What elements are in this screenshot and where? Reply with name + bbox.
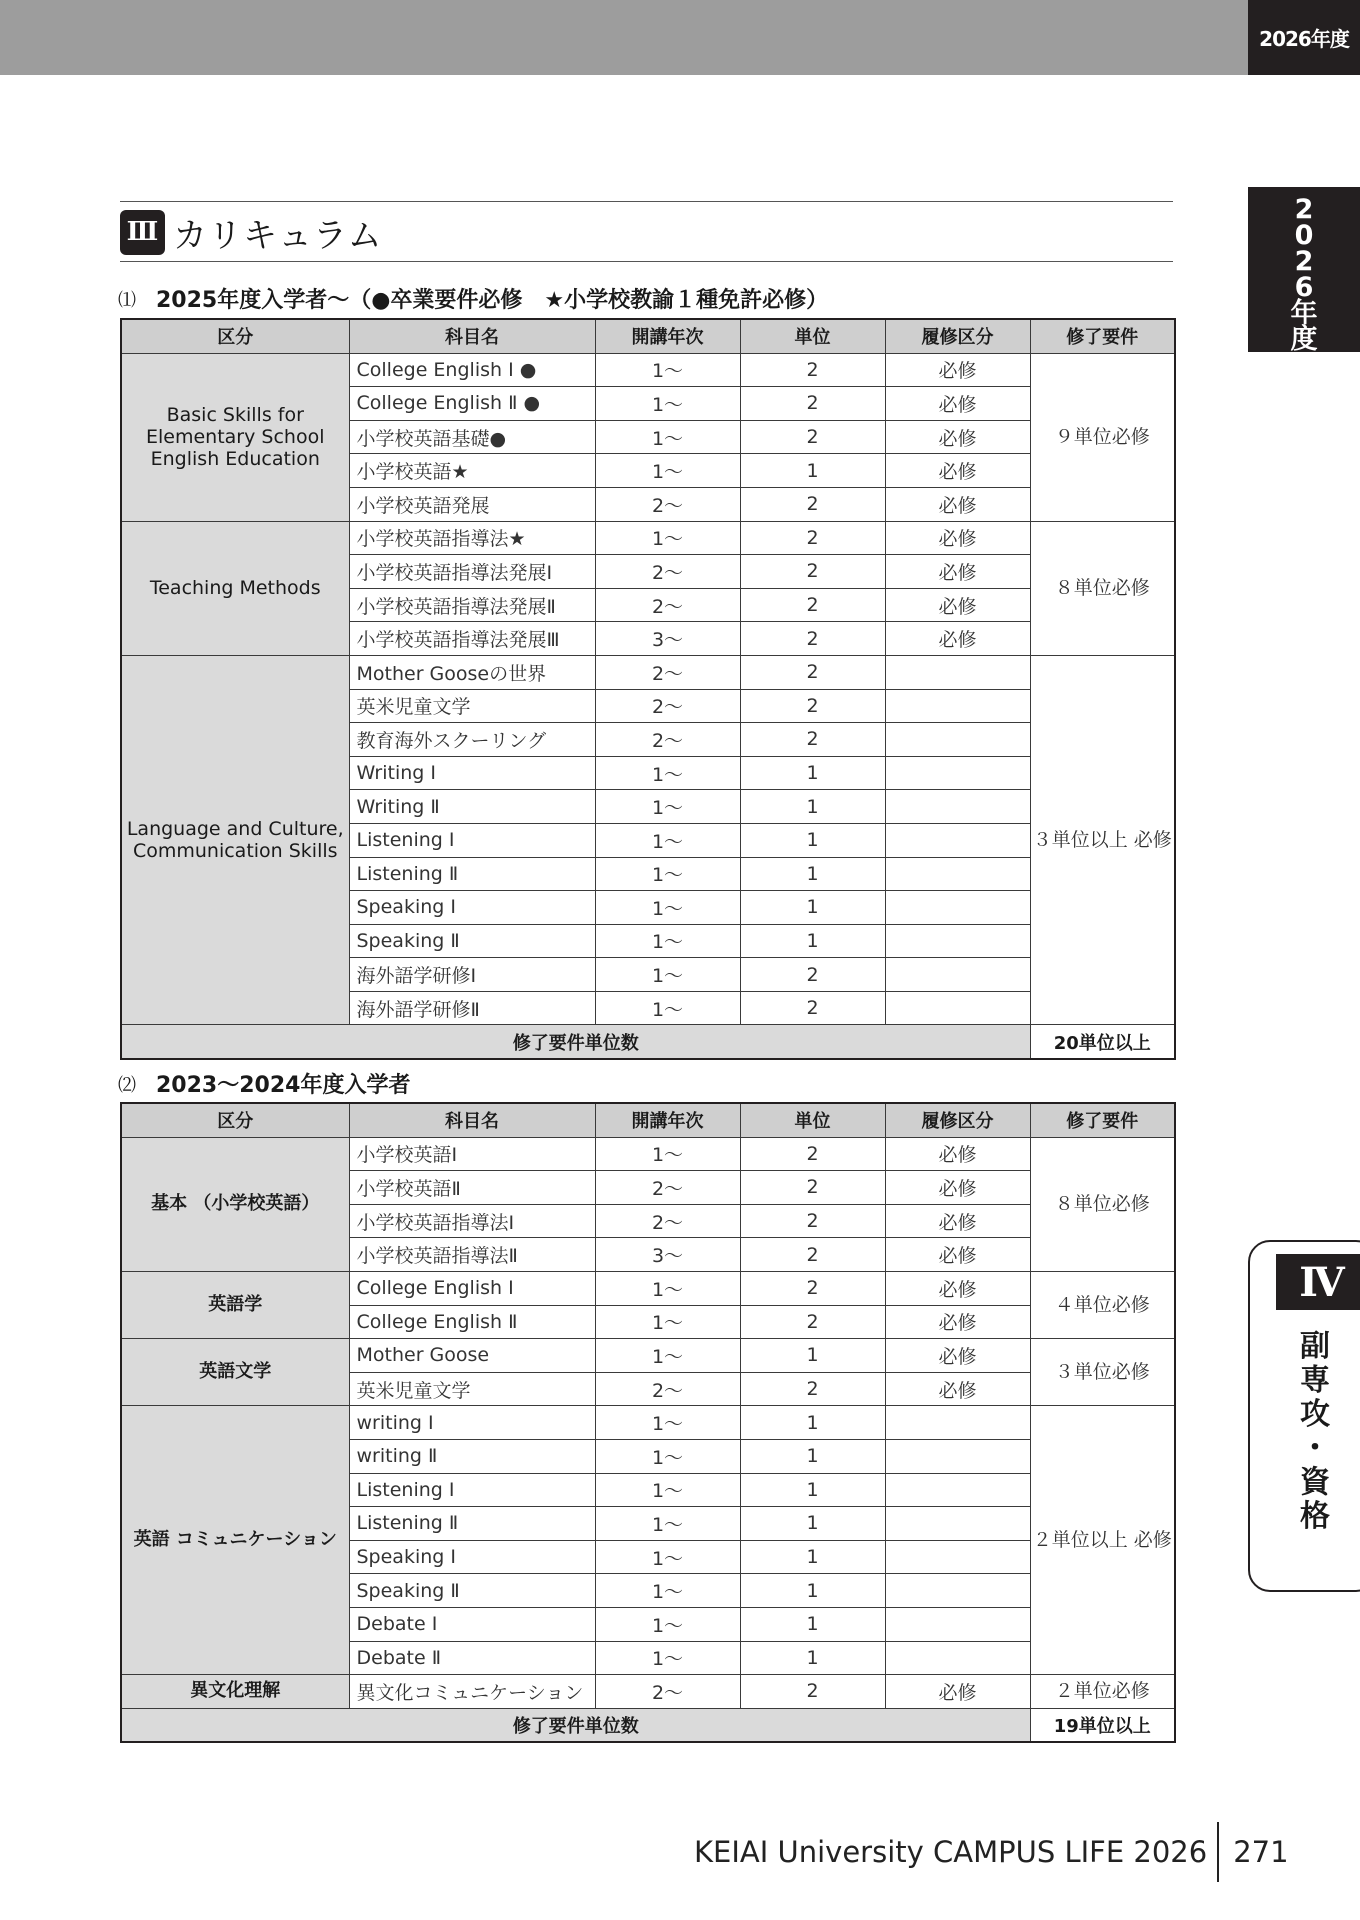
footer-separator: [1217, 1822, 1219, 1882]
page-footer: [694, 1832, 1289, 1872]
completion-requirement-cell: ２単位必修: [1030, 1675, 1175, 1709]
completion-requirement-cell: ２単位以上 必修: [1030, 1406, 1175, 1675]
subject-name-cell: Debate Ⅰ: [349, 1607, 595, 1641]
year-cell: 1〜: [595, 924, 740, 958]
footer-title: KEIAI University CAMPUS LIFE 2026: [694, 1835, 1208, 1869]
table1-title: 2025年度入学者〜（●卒業要件必修 ★小学校教諭１種免許必修）: [156, 288, 829, 313]
side-year-char: 度: [1290, 324, 1318, 355]
completion-requirement-cell: ３単位必修: [1030, 1339, 1175, 1406]
credit-cell: 2: [740, 723, 885, 757]
year-cell: 1〜: [595, 991, 740, 1025]
credit-cell: 1: [740, 891, 885, 925]
credit-cell: 1: [740, 1607, 885, 1641]
year-cell: 1〜: [595, 1641, 740, 1675]
table-row: [121, 1675, 1175, 1709]
year-cell: 1〜: [595, 1574, 740, 1608]
section-label-char: 格: [1300, 1499, 1330, 1534]
credit-cell: 2: [740, 1204, 885, 1238]
side-year-char: 6: [1294, 272, 1314, 303]
requirement-type-cell: 必修: [885, 487, 1030, 521]
credit-cell: 2: [740, 991, 885, 1025]
requirement-type-cell: 必修: [885, 1204, 1030, 1238]
total-label: 修了要件単位数: [121, 1025, 1030, 1059]
column-header: 修了要件: [1030, 1103, 1175, 1137]
year-cell: 2〜: [595, 655, 740, 689]
requirement-type-cell: 必修: [885, 387, 1030, 421]
credit-cell: 1: [740, 1339, 885, 1373]
subject-name-cell: Speaking Ⅰ: [349, 1540, 595, 1574]
year-cell: 2〜: [595, 1171, 740, 1205]
column-header: 履修区分: [885, 1103, 1030, 1137]
credit-cell: 1: [740, 1507, 885, 1541]
section-heading-title: カリキュラム: [173, 215, 383, 256]
subject-name-cell: 小学校英語基礎●: [349, 420, 595, 454]
side-section-tab[interactable]: [1248, 1240, 1360, 1592]
subject-name-cell: Debate Ⅱ: [349, 1641, 595, 1675]
total-label: 修了要件単位数: [121, 1708, 1030, 1742]
column-header: 区分: [121, 319, 349, 353]
requirement-type-cell: [885, 689, 1030, 723]
section-label-char: 副: [1300, 1329, 1330, 1364]
table-row: [121, 353, 1175, 387]
section-heading: [120, 208, 383, 256]
requirement-type-cell: 必修: [885, 622, 1030, 656]
column-header: 開講年次: [595, 319, 740, 353]
subject-name-cell: writing Ⅰ: [349, 1406, 595, 1440]
subject-name-cell: 小学校英語Ⅰ: [349, 1137, 595, 1171]
year-cell: 1〜: [595, 420, 740, 454]
table1-number: ⑴: [118, 289, 136, 311]
credit-cell: 1: [740, 1439, 885, 1473]
credit-cell: 1: [740, 857, 885, 891]
credit-cell: 2: [740, 387, 885, 421]
year-cell: 1〜: [595, 387, 740, 421]
total-value: 20単位以上: [1030, 1025, 1175, 1059]
subject-name-cell: 小学校英語指導法発展Ⅰ: [349, 555, 595, 589]
requirement-type-cell: [885, 958, 1030, 992]
requirement-type-cell: 必修: [885, 420, 1030, 454]
subject-name-cell: Mother Goose: [349, 1339, 595, 1373]
subject-name-cell: 海外語学研修Ⅰ: [349, 958, 595, 992]
year-cell: 1〜: [595, 1607, 740, 1641]
category-cell: 英語 コミュニケーション: [121, 1406, 349, 1675]
credit-cell: 2: [740, 1238, 885, 1272]
credit-cell: 1: [740, 1574, 885, 1608]
subject-name-cell: 英米児童文学: [349, 689, 595, 723]
completion-requirement-cell: ９単位必修: [1030, 353, 1175, 521]
year-cell: 1〜: [595, 521, 740, 555]
subject-name-cell: Speaking Ⅱ: [349, 924, 595, 958]
requirement-type-cell: 必修: [885, 555, 1030, 589]
column-header: 単位: [740, 319, 885, 353]
subject-name-cell: Listening Ⅰ: [349, 823, 595, 857]
subject-name-cell: Speaking Ⅰ: [349, 891, 595, 925]
subject-name-cell: Mother Gooseの世界: [349, 655, 595, 689]
requirement-type-cell: 必修: [885, 1137, 1030, 1171]
year-cell: 1〜: [595, 1540, 740, 1574]
section-label-char: ・: [1300, 1431, 1330, 1466]
credit-cell: 2: [740, 655, 885, 689]
requirement-type-cell: [885, 823, 1030, 857]
side-year-char: 年: [1290, 298, 1318, 329]
credit-cell: 2: [740, 588, 885, 622]
heading-rule-top: [120, 201, 1173, 202]
column-header: 区分: [121, 1103, 349, 1137]
category-cell: Teaching Methods: [121, 521, 349, 655]
credit-cell: 1: [740, 1540, 885, 1574]
subject-name-cell: Writing Ⅰ: [349, 756, 595, 790]
year-cell: 2〜: [595, 555, 740, 589]
requirement-type-cell: 必修: [885, 588, 1030, 622]
subject-name-cell: Listening Ⅱ: [349, 1507, 595, 1541]
credit-cell: 2: [740, 420, 885, 454]
requirement-type-cell: 必修: [885, 1305, 1030, 1339]
section-label-char: 攻: [1300, 1397, 1330, 1432]
subject-name-cell: Listening Ⅰ: [349, 1473, 595, 1507]
page-number: 271: [1233, 1835, 1289, 1869]
year-cell: 1〜: [595, 1406, 740, 1440]
total-row: [121, 1708, 1175, 1742]
subject-name-cell: Writing Ⅱ: [349, 790, 595, 824]
side-year-char: 2: [1294, 246, 1314, 277]
requirement-type-cell: [885, 1607, 1030, 1641]
subject-name-cell: 小学校英語★: [349, 454, 595, 488]
year-cell: 1〜: [595, 1305, 740, 1339]
credit-cell: 1: [740, 790, 885, 824]
subject-name-cell: 小学校英語指導法Ⅱ: [349, 1238, 595, 1272]
year-cell: 2〜: [595, 723, 740, 757]
requirement-type-cell: [885, 924, 1030, 958]
subject-name-cell: 教育海外スクーリング: [349, 723, 595, 757]
table1-heading: [118, 283, 828, 314]
subject-name-cell: 海外語学研修Ⅱ: [349, 991, 595, 1025]
requirement-type-cell: [885, 790, 1030, 824]
curriculum-table-2025: [120, 318, 1176, 1060]
table2-heading: [118, 1068, 410, 1099]
year-cell: 1〜: [595, 1507, 740, 1541]
section-label-char: 専: [1300, 1363, 1330, 1398]
table-header-row: [121, 319, 1175, 353]
top-bar: [0, 0, 1248, 75]
category-cell: 異文化理解: [121, 1675, 349, 1709]
year-cell: 1〜: [595, 823, 740, 857]
section-number-badge: Ⅳ: [1276, 1254, 1360, 1310]
curriculum-table-2023-2024: [120, 1102, 1176, 1743]
year-cell: 1〜: [595, 958, 740, 992]
requirement-type-cell: 必修: [885, 1271, 1030, 1305]
requirement-type-cell: [885, 1439, 1030, 1473]
subject-name-cell: 小学校英語指導法発展Ⅱ: [349, 588, 595, 622]
year-tab: 2026年度: [1248, 0, 1360, 75]
table-row: [121, 1137, 1175, 1171]
requirement-type-cell: [885, 857, 1030, 891]
credit-cell: 2: [740, 487, 885, 521]
year-cell: 3〜: [595, 622, 740, 656]
side-year-char: 0: [1294, 220, 1314, 251]
year-cell: 2〜: [595, 588, 740, 622]
year-cell: 1〜: [595, 1271, 740, 1305]
subject-name-cell: Speaking Ⅱ: [349, 1574, 595, 1608]
table-row: [121, 1271, 1175, 1305]
requirement-type-cell: 必修: [885, 353, 1030, 387]
category-cell: 英語学: [121, 1271, 349, 1338]
subject-name-cell: writing Ⅱ: [349, 1439, 595, 1473]
completion-requirement-cell: ８単位必修: [1030, 521, 1175, 655]
year-cell: 1〜: [595, 454, 740, 488]
credit-cell: 1: [740, 1473, 885, 1507]
credit-cell: 1: [740, 823, 885, 857]
year-cell: 3〜: [595, 1238, 740, 1272]
requirement-type-cell: 必修: [885, 1339, 1030, 1373]
year-cell: 1〜: [595, 1439, 740, 1473]
category-cell: Basic Skills for Elementary School English Education: [121, 353, 349, 521]
completion-requirement-cell: ８単位必修: [1030, 1137, 1175, 1271]
completion-requirement-cell: ４単位必修: [1030, 1271, 1175, 1338]
credit-cell: 2: [740, 958, 885, 992]
year-cell: 1〜: [595, 353, 740, 387]
year-cell: 1〜: [595, 790, 740, 824]
requirement-type-cell: [885, 1473, 1030, 1507]
requirement-type-cell: [885, 991, 1030, 1025]
credit-cell: 1: [740, 454, 885, 488]
credit-cell: 2: [740, 622, 885, 656]
year-cell: 2〜: [595, 1372, 740, 1406]
total-value: 19単位以上: [1030, 1708, 1175, 1742]
credit-cell: 2: [740, 353, 885, 387]
credit-cell: 2: [740, 1675, 885, 1709]
heading-rule-bottom: [120, 261, 1173, 262]
year-cell: 1〜: [595, 1339, 740, 1373]
completion-requirement-cell: ３単位以上 必修: [1030, 655, 1175, 1025]
subject-name-cell: 小学校英語Ⅱ: [349, 1171, 595, 1205]
credit-cell: 2: [740, 521, 885, 555]
subject-name-cell: 小学校英語指導法Ⅰ: [349, 1204, 595, 1238]
requirement-type-cell: 必修: [885, 454, 1030, 488]
table-header-row: [121, 1103, 1175, 1137]
year-cell: 1〜: [595, 756, 740, 790]
credit-cell: 2: [740, 1171, 885, 1205]
section-heading-number: Ⅲ: [120, 210, 165, 255]
requirement-type-cell: [885, 1540, 1030, 1574]
credit-cell: 2: [740, 1372, 885, 1406]
credit-cell: 2: [740, 1271, 885, 1305]
credit-cell: 1: [740, 1406, 885, 1440]
column-header: 科目名: [349, 1103, 595, 1137]
side-year-char: 2: [1294, 194, 1314, 225]
subject-name-cell: College English Ⅱ: [349, 1305, 595, 1339]
table-row: [121, 655, 1175, 689]
column-header: 科目名: [349, 319, 595, 353]
requirement-type-cell: [885, 1574, 1030, 1608]
credit-cell: 1: [740, 924, 885, 958]
requirement-type-cell: 必修: [885, 1675, 1030, 1709]
requirement-type-cell: [885, 1406, 1030, 1440]
requirement-type-cell: [885, 723, 1030, 757]
requirement-type-cell: [885, 891, 1030, 925]
credit-cell: 1: [740, 756, 885, 790]
column-header: 単位: [740, 1103, 885, 1137]
table-row: [121, 1406, 1175, 1440]
credit-cell: 2: [740, 555, 885, 589]
subject-name-cell: 小学校英語指導法発展Ⅲ: [349, 622, 595, 656]
subject-name-cell: Listening Ⅱ: [349, 857, 595, 891]
credit-cell: 2: [740, 1305, 885, 1339]
requirement-type-cell: 必修: [885, 521, 1030, 555]
side-year-tab: [1248, 187, 1360, 355]
table-row: [121, 1339, 1175, 1373]
year-cell: 2〜: [595, 1204, 740, 1238]
year-cell: 2〜: [595, 487, 740, 521]
column-header: 履修区分: [885, 319, 1030, 353]
table2-number: ⑵: [118, 1074, 136, 1096]
requirement-type-cell: [885, 756, 1030, 790]
requirement-type-cell: 必修: [885, 1238, 1030, 1272]
year-cell: 1〜: [595, 891, 740, 925]
section-label-char: 資: [1300, 1465, 1330, 1500]
category-cell: 基本 （小学校英語）: [121, 1137, 349, 1271]
subject-name-cell: College English Ⅰ: [349, 1271, 595, 1305]
column-header: 修了要件: [1030, 319, 1175, 353]
credit-cell: 1: [740, 1641, 885, 1675]
year-cell: 1〜: [595, 857, 740, 891]
subject-name-cell: College English Ⅰ ●: [349, 353, 595, 387]
subject-name-cell: 小学校英語発展: [349, 487, 595, 521]
section-label: [1290, 1330, 1340, 1534]
table2-title: 2023〜2024年度入学者: [156, 1073, 411, 1098]
requirement-type-cell: [885, 1507, 1030, 1541]
requirement-type-cell: [885, 1641, 1030, 1675]
subject-name-cell: 英米児童文学: [349, 1372, 595, 1406]
requirement-type-cell: 必修: [885, 1372, 1030, 1406]
category-cell: 英語文学: [121, 1339, 349, 1406]
table-row: [121, 521, 1175, 555]
year-cell: 1〜: [595, 1473, 740, 1507]
year-cell: 2〜: [595, 689, 740, 723]
subject-name-cell: 異文化コミュニケーション: [349, 1675, 595, 1709]
credit-cell: 2: [740, 689, 885, 723]
subject-name-cell: College English Ⅱ ●: [349, 387, 595, 421]
category-cell: Language and Culture, Communication Skills: [121, 655, 349, 1025]
year-cell: 1〜: [595, 1137, 740, 1171]
subject-name-cell: 小学校英語指導法★: [349, 521, 595, 555]
requirement-type-cell: 必修: [885, 1171, 1030, 1205]
credit-cell: 2: [740, 1137, 885, 1171]
year-cell: 2〜: [595, 1675, 740, 1709]
column-header: 開講年次: [595, 1103, 740, 1137]
total-row: [121, 1025, 1175, 1059]
requirement-type-cell: [885, 655, 1030, 689]
